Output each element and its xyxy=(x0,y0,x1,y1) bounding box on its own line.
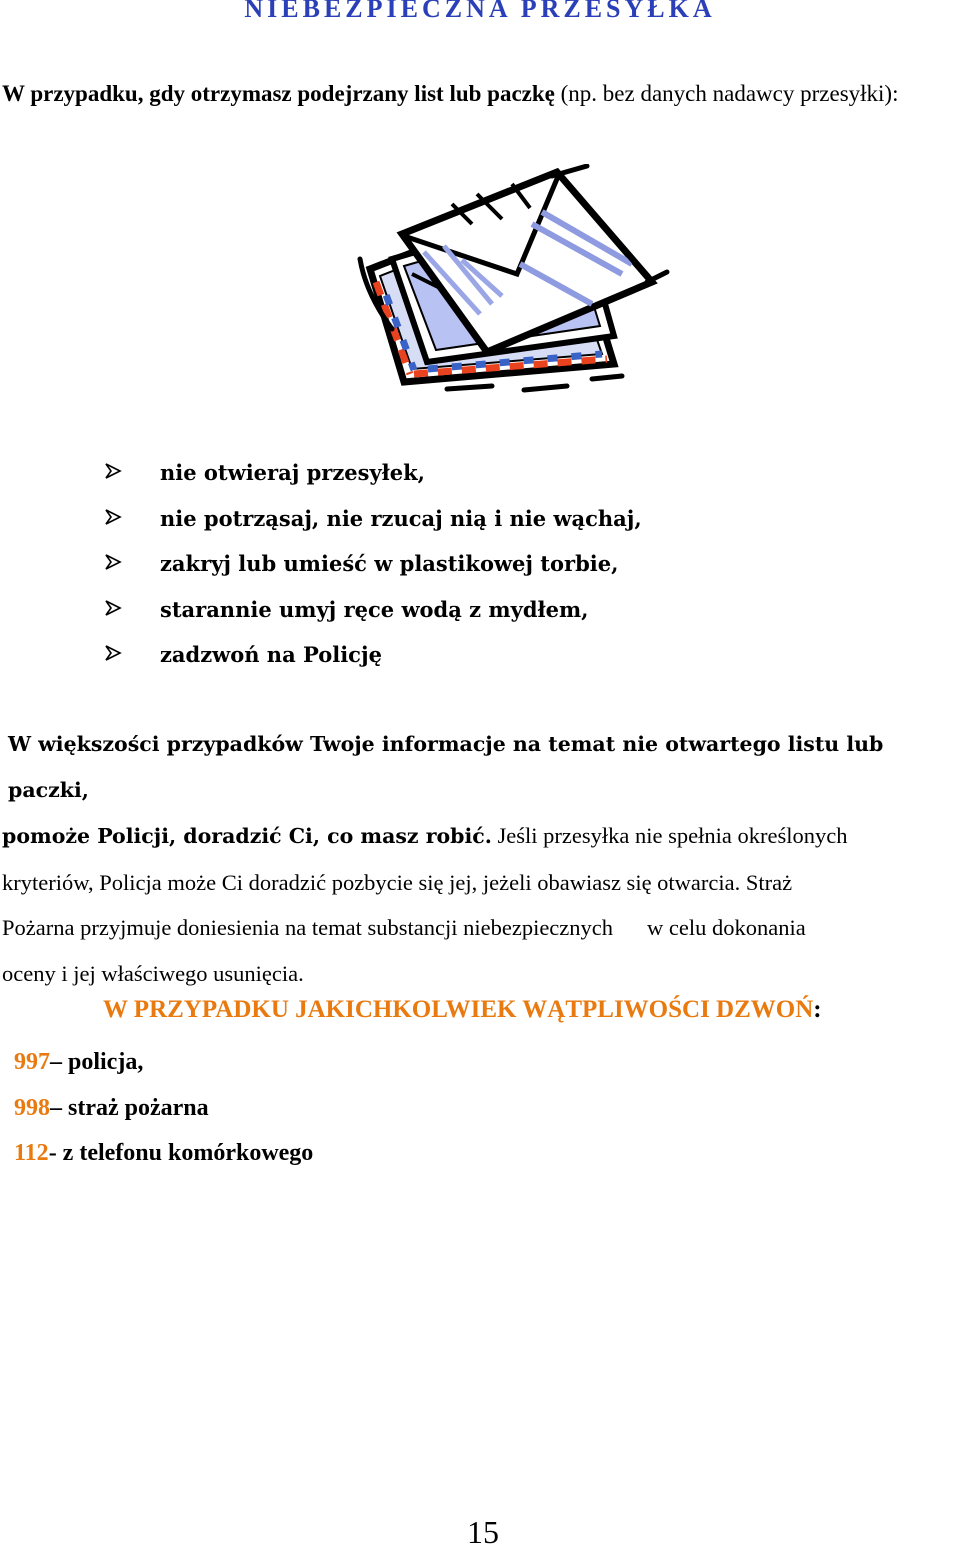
list-item xyxy=(104,541,642,587)
safety-rules-list xyxy=(104,450,642,678)
page-number: 15 xyxy=(467,1514,499,1550)
list-item xyxy=(104,587,642,633)
paragraph-line-4-a: Pożarna przyjmuje doniesienia na temat substancji niebezpiecznych xyxy=(2,915,614,940)
alarm-colon: : xyxy=(813,996,822,1023)
page-title: NIEBEZPIECZNA PRZESYŁKA xyxy=(244,0,716,23)
intro-bold: W przypadku, gdy otrzymasz podejrzany list lub paczkę xyxy=(2,81,555,106)
paragraph-line-5: oceny i jej właściwego usunięcia. xyxy=(2,960,304,986)
paragraph-line-4 xyxy=(2,905,957,951)
rule-text: nie potrząsaj, nie rzucaj nią i nie wąchaj, xyxy=(160,505,642,531)
rule-text: zadzwoń na Policję xyxy=(160,642,382,668)
alarm-heading xyxy=(103,996,822,1024)
phone-row-fire xyxy=(14,1086,313,1132)
arrow-bullet-icon xyxy=(104,597,160,622)
arrow-bullet-icon xyxy=(104,460,160,485)
list-item xyxy=(104,496,642,542)
phone-number: 998 xyxy=(14,1094,50,1121)
paragraph-line-4-b: w celu dokonania xyxy=(647,915,806,940)
rule-text: zakryj lub umieść w plastikowej torbie, xyxy=(160,551,619,577)
rule-text: nie otwieraj przesyłek, xyxy=(160,460,425,486)
list-item xyxy=(104,450,642,496)
intro-text xyxy=(2,71,952,117)
paragraph-line-2-bold: pomoże Policji, doradzić Ci, co masz robić. xyxy=(2,824,492,848)
list-item xyxy=(104,632,642,678)
phone-number: 112 xyxy=(14,1140,49,1167)
intro-normal: (np. bez danych nadawcy przesyłki): xyxy=(554,81,899,106)
arrow-bullet-icon xyxy=(104,642,160,667)
paragraph-line-1: W większości przypadków Twoje informacje na temat nie otwartego listu lub paczki, xyxy=(8,732,884,802)
paragraph-line-3: kryteriów, Policja może Ci doradzić pozbycie się jej, jeżeli obawiasz się otwarcia. Straż xyxy=(2,869,793,895)
paragraph-line-2 xyxy=(2,813,957,860)
envelopes-clipart-icon xyxy=(352,164,682,404)
arrow-bullet-icon xyxy=(104,506,160,531)
alarm-text: W PRZYPADKU JAKICHKOLWIEK WĄTPLIWOŚCI DZWOŃ xyxy=(103,996,814,1023)
emergency-numbers xyxy=(14,1040,313,1177)
paragraph-line-2-normal: Jeśli przesyłka nie spełnia określonych xyxy=(491,823,848,848)
phone-number: 997 xyxy=(14,1049,50,1076)
rule-text: starannie umyj ręce wodą z mydłem, xyxy=(160,596,589,622)
phone-row-police xyxy=(14,1040,313,1086)
phone-label: - z telefonu komórkowego xyxy=(48,1140,314,1167)
phone-label: – straż pożarna xyxy=(50,1094,209,1121)
arrow-bullet-icon xyxy=(104,551,160,576)
info-paragraph xyxy=(2,722,957,996)
phone-row-mobile xyxy=(14,1131,313,1177)
phone-label: – policja, xyxy=(50,1049,144,1076)
